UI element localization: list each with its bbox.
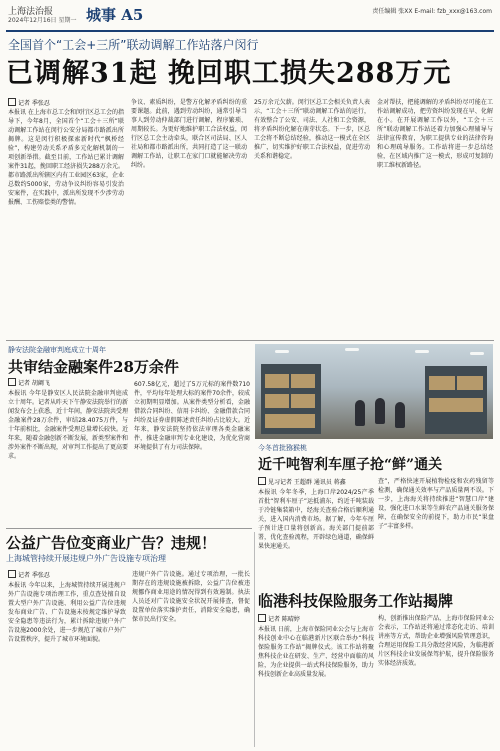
story4-col2: 违规户外广告设施。通过专项治理，一批长期存在的违规设施被拆除，公益广告位被违规挪作商业用途的情况得到有效遏制。执法人员还对广告设施安全状况开展排查，督促设置单位落实维护责任，消除安全隐患，确保市民出行安全。 bbox=[132, 571, 250, 623]
story5-headline: 临港科技保险服务工作站揭牌 bbox=[258, 592, 454, 610]
story4-headline: 公益广告位变商业广告？违规！ bbox=[6, 534, 217, 552]
story4-byline bbox=[8, 570, 50, 579]
story2-col2: 607.58亿元，超过了5万元标的案件数710件，平均每年处理大标的案件70余件，较成立初期明显增加。从案件类型分析看，金融借款合同纠纷、信用卡纠纷、金融借款合同纠纷及证券虚假陈述责任纠纷占比较大。近年来，静安法院坚持依法审理各类金融案件，推进金融审判专业化建设，为优化营商环境提供了有力司法保障。 bbox=[134, 381, 250, 451]
story5-byline bbox=[258, 614, 300, 623]
story5-byline-text: 记者 陈晴婷 bbox=[268, 616, 300, 623]
story3-byline-text: 见习记者 王超群 通讯员 蒋鑫 bbox=[268, 479, 346, 486]
issue-date: 2024年12月16日 星期一 bbox=[8, 17, 77, 24]
story2-byline-text: 记者 胡阚飞 bbox=[18, 380, 50, 387]
story1-byline bbox=[8, 98, 50, 107]
section-title: 城事 A5 bbox=[86, 6, 144, 24]
story1-headline: 已调解31起 挽回职工损失288万元 bbox=[6, 58, 452, 89]
byline-marker-icon bbox=[8, 378, 16, 386]
editor-info: 责任编辑 张XX E-mail: fzb_xxx@163.com bbox=[372, 8, 492, 15]
story1-col1: 本报讯 在上海市总工会和闵行区总工会的指导下，今年8月，全国首个“工会＋三所”联动调解工作站在闵行公安分局都市路派出所揭牌。这是闵行积极探索新时代“枫桥经验”，构建劳动关系矛盾多元化解机制的一项创新举措。截至目前，工作站已累计调解案件31起，挽回职工经济损失288万余元。都市路派出所辖区内有工业园区63家，企业总数约5000家，劳动争议纠纷容易引发治安案件，在实践中，派出所发现不少涉劳动报酬、工伤赔偿类的警情。 bbox=[8, 109, 124, 206]
story5-col2: 构，创新推出保险产品，上海市保险同业公会表示，工作站还将通过常态化走访、培训讲座等方式，帮助企业增强风险管理意识，合理运用保险工具分散经营风险，为临港新片区科技企业发展保驾护航，提升保险服务实体经济质效。 bbox=[378, 615, 494, 667]
story2-kicker: 静安法院金融审判庭成立十周年 bbox=[8, 346, 106, 354]
story1-col2: 争议、素质纠纷，是警方化解矛盾纠纷的重要课题。此前，遇到劳动纠纷，通常引导当事人到劳动仲裁部门进行调解，程序繁琐、周期较长。为更好地维护职工合法权益，闵行区总工会主动牵头，联合区司法局、区人社局和都市路派出所，共同打造了这一联动调解工作站，让职工在家门口就能解决劳动纠纷。 bbox=[131, 99, 247, 169]
story2-headline: 共审结金融案件28万余件 bbox=[8, 358, 179, 376]
masthead-rule bbox=[6, 30, 494, 32]
story3-col1: 本报讯 今年冬季，上海口岸2024/25产季首批“智利车厘子”运抵浦东，约近千吨装载于冷链集装箱中，经海关查验合格后顺利通关，进入国内消费市场。据了解，今年车厘子预计进口量将创新高。海关部门提前部署，优化查验流程，开辟绿色通道，确保鲜果快速通关。 bbox=[258, 489, 374, 550]
story1-col3: 25万余元欠薪。闵行区总工会相关负责人表示，“工会＋三所”联动调解工作站的运行，有效整合了公安、司法、人社和工会资源，将矛盾纠纷化解在萌芽状态。下一步，区总工会将不断总结经验，推动这一模式在全区推广，切实维护好职工合法权益，促进劳动关系和谐稳定。 bbox=[254, 99, 370, 160]
byline-marker-icon bbox=[258, 477, 266, 485]
story2-byline bbox=[8, 378, 50, 387]
story5-col1: 本报讯 日前，上海市保险同业公会与上海市科技创业中心在临港新片区联合举办“科技保险服务工作站”揭牌仪式。该工作站将聚焦科技企业在研发、生产、经营中面临的风险，为企业提供一站式科技保险服务，助力科技创新企业高质量发展。 bbox=[258, 626, 374, 678]
story4-subhead: 上海城管持续开展违规户外广告设施专项治理 bbox=[6, 554, 166, 563]
column-divider bbox=[254, 532, 255, 747]
story3-col2: 查”，严格快速开展植物检疫和农药残留等检测，确保通关效率与产品质量两不误。下一步，上海海关将持续推进“智慧口岸”建设，强化进口水果等生鲜农产品通关服务保障，在确保安全的前提下，助力市民“果盘子”丰富多样。 bbox=[378, 478, 494, 530]
byline-marker-icon bbox=[8, 570, 16, 578]
byline-marker-icon bbox=[258, 614, 266, 622]
story1-col4: 金对帮扶，把能调解的矛盾纠纷尽可能在工作站调解成功，把劳资纠纷发现在早、化解在小。在开展调解工作以外，“工会＋三所”联动调解工作站还着力加强心理辅导与法律宣传教育，为职工提供专业的法律咨询和心理疏导服务。工作站将进一步总结经验，在区域内推广这一模式，形成可复制的职工维权新路径。 bbox=[377, 99, 493, 169]
story4-col1: 本报讯 今年以来，上海城管持续开展违规户外广告设施专项治理工作，重点查处擅自设置大型户外广告设施、利用公益广告位违规发布商业广告、广告设施未按规定维护导致安全隐患等违法行为，累计拆除违规户外广告设施2000余处，进一步规范了城市户外广告设置秩序，提升了城市环境面貌。 bbox=[8, 582, 126, 643]
warehouse-photo bbox=[255, 344, 493, 439]
story3-byline bbox=[258, 477, 346, 486]
story1-subhead: 全国首个“工会+三所”联动调解工作站落户闵行 bbox=[8, 38, 259, 52]
story3-kicker: 今冬首批猕猴桃 bbox=[258, 444, 307, 452]
story1-byline-text: 记者 季张忍 bbox=[18, 100, 50, 107]
story2-col1: 本报讯 今年是静安区人民法院金融审判庭成立十周年。记者从昨天下午静安法院举行的新闻发布会上获悉，近十年间，静安法院共受理金融案件28万余件，审结28.4075万件，与十年前相比，金融案件受理总量增长较快。近年来，随着金融创新不断发展，新类型案件和涉外案件不断出现，对审判工作提出了更高要求。 bbox=[8, 390, 128, 460]
section-divider bbox=[6, 340, 494, 341]
newspaper-logo: 上海法治报 bbox=[8, 7, 54, 17]
section-divider bbox=[6, 528, 252, 529]
story3-headline: 近千吨智利车厘子抢“鲜”通关 bbox=[258, 457, 443, 473]
story4-byline-text: 记者 季张忍 bbox=[18, 572, 50, 579]
byline-marker-icon bbox=[8, 98, 16, 106]
